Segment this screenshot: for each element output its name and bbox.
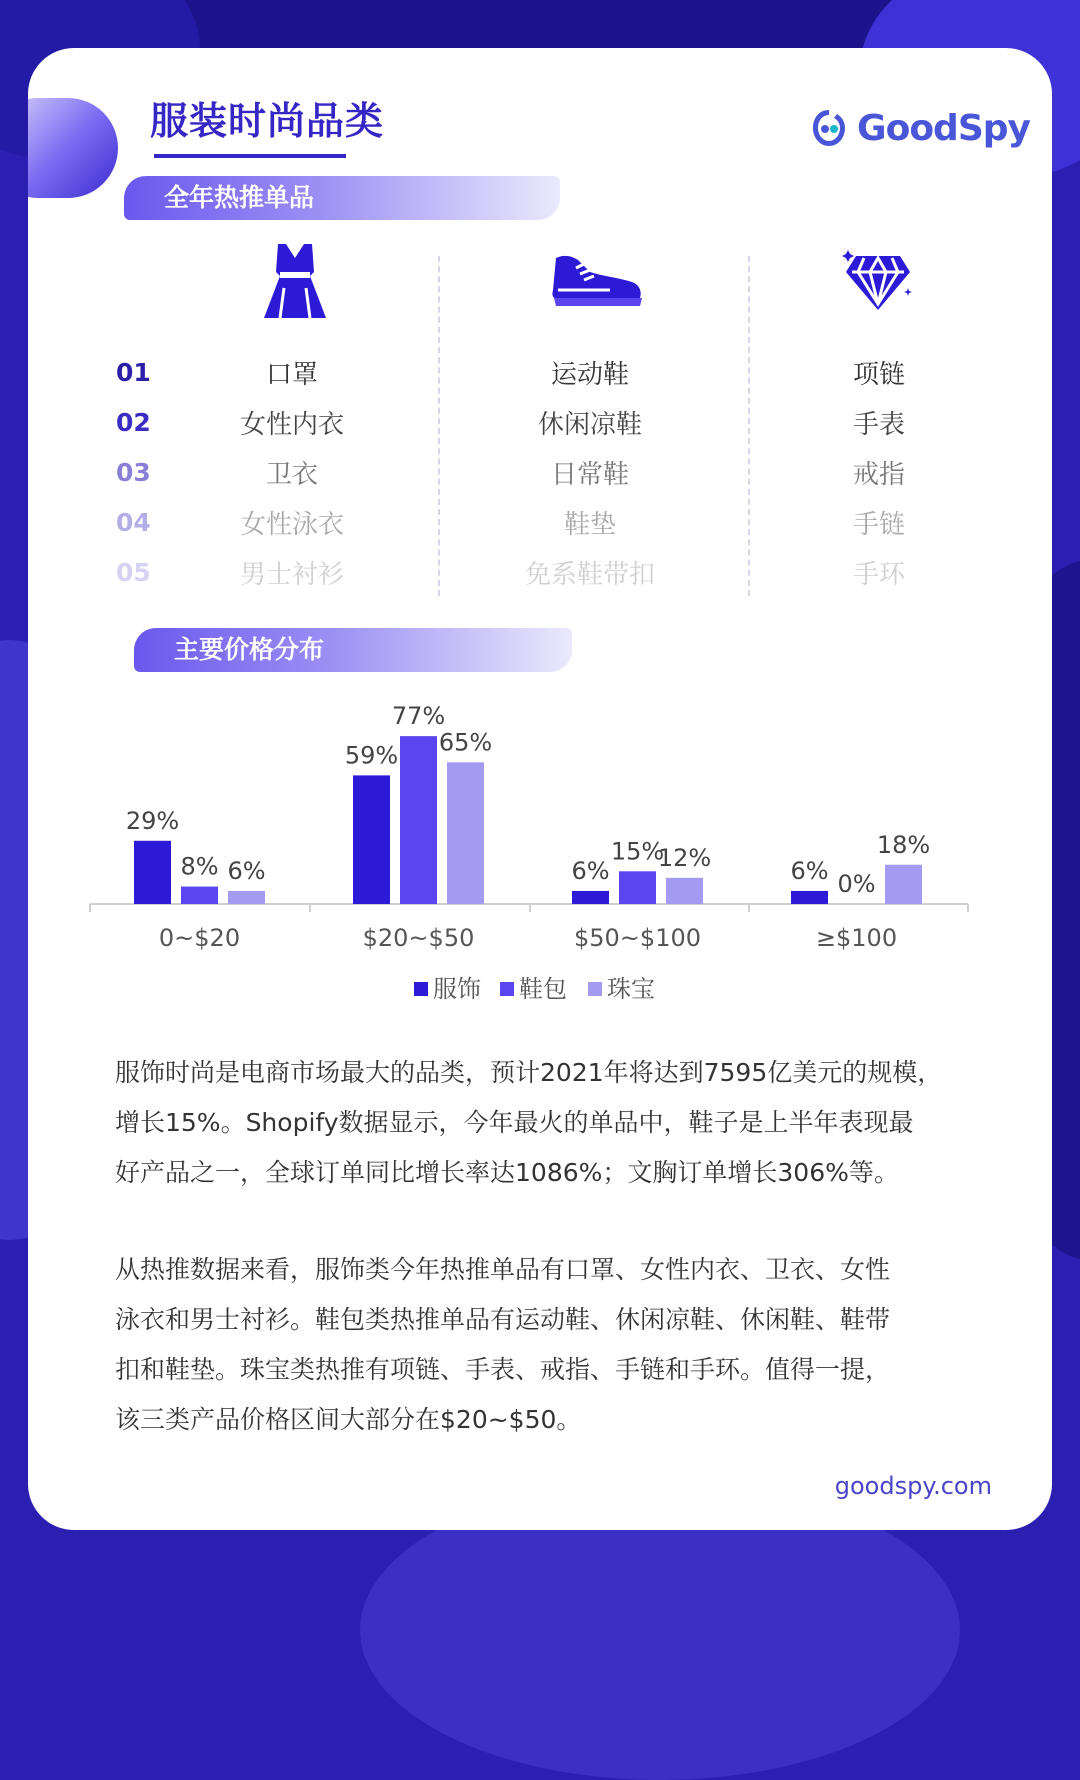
bar-服饰 bbox=[353, 775, 390, 904]
hot-item: 运动鞋 bbox=[550, 360, 629, 390]
sneaker-icon bbox=[550, 250, 646, 310]
title-underline bbox=[154, 154, 346, 158]
paragraph-1 bbox=[115, 1048, 1015, 1198]
data-label: 15% bbox=[610, 837, 665, 866]
bar-珠宝 bbox=[228, 891, 265, 904]
hot-item: 女性泳衣 bbox=[239, 510, 344, 540]
bar-鞋包 bbox=[181, 887, 218, 904]
x-tick-label: 0~$20 bbox=[158, 924, 241, 952]
legend-label: 服饰 bbox=[433, 975, 481, 1003]
content-card bbox=[28, 48, 1052, 1530]
data-label: 65% bbox=[438, 728, 493, 757]
bar-鞋包 bbox=[619, 871, 656, 904]
rank-number: 01 bbox=[116, 358, 151, 387]
rank-number: 04 bbox=[116, 508, 151, 537]
paragraph-line: 泳衣和男士衬衫。鞋包类热推单品有运动鞋、休闲凉鞋、休闲鞋、鞋带 bbox=[115, 1305, 891, 1334]
paragraph-line: 增长15%。Shopify数据显示，今年最火的单品中，鞋子是上半年表现最 bbox=[115, 1108, 914, 1137]
footer-url: goodspy.com bbox=[834, 1472, 992, 1500]
logo-icon bbox=[807, 106, 851, 150]
hot-item: 手环 bbox=[852, 560, 905, 590]
hot-item: 手表 bbox=[852, 410, 905, 440]
price-distribution-chart bbox=[28, 688, 1052, 1018]
page-title: 服装时尚品类 bbox=[150, 99, 385, 143]
hot-item: 口罩 bbox=[265, 360, 318, 390]
hot-item: 免系鞋带扣 bbox=[524, 560, 655, 590]
data-label: 12% bbox=[657, 843, 712, 872]
bar-服饰 bbox=[572, 891, 609, 904]
data-label: 6% bbox=[790, 856, 829, 885]
data-label: 18% bbox=[876, 830, 931, 859]
section-label: 主要价格分布 bbox=[174, 635, 325, 664]
legend-label: 珠宝 bbox=[607, 975, 655, 1003]
decorative-tab bbox=[28, 98, 118, 198]
dress-icon bbox=[260, 242, 330, 322]
data-label: 6% bbox=[227, 856, 266, 885]
rank-number: 02 bbox=[116, 408, 151, 437]
diamond-icon bbox=[842, 248, 914, 316]
data-label: 29% bbox=[125, 806, 180, 835]
section-header-hot-items bbox=[124, 176, 560, 220]
bar-服饰 bbox=[134, 841, 171, 904]
data-label: 59% bbox=[344, 741, 399, 770]
bar-鞋包 bbox=[400, 736, 437, 904]
data-label: 77% bbox=[391, 702, 446, 731]
bar-珠宝 bbox=[885, 865, 922, 904]
section-label: 全年热推单品 bbox=[164, 183, 315, 212]
hot-item: 项链 bbox=[852, 360, 905, 390]
bar-珠宝 bbox=[666, 878, 703, 904]
paragraph-line: 从热推数据来看，服饰类今年热推单品有口罩、女性内衣、卫衣、女性 bbox=[115, 1255, 891, 1284]
column-divider bbox=[438, 256, 440, 596]
paragraph-line: 扣和鞋垫。珠宝类热推有项链、手表、戒指、手链和手环。值得一提， bbox=[115, 1355, 891, 1384]
legend-label: 鞋包 bbox=[519, 975, 567, 1003]
rank-number: 03 bbox=[116, 458, 151, 487]
bar-服饰 bbox=[791, 891, 828, 904]
legend-swatch bbox=[414, 982, 428, 996]
x-tick-label: $20~$50 bbox=[362, 924, 475, 952]
paragraph-line: 该三类产品价格区间大部分在$20~$50。 bbox=[115, 1405, 582, 1434]
legend-swatch bbox=[500, 982, 514, 996]
data-label: 8% bbox=[180, 852, 219, 881]
paragraph-line: 服饰时尚是电商市场最大的品类，预计2021年将达到7595亿美元的规模， bbox=[115, 1058, 943, 1087]
logo-text: GoodSpy bbox=[857, 107, 1030, 149]
paragraph-2 bbox=[115, 1245, 1015, 1445]
paragraph-line: 好产品之一，全球订单同比增长率达1086%；文胸订单增长306%等。 bbox=[115, 1158, 899, 1187]
hot-item: 手链 bbox=[852, 510, 905, 540]
section-header-price bbox=[134, 628, 572, 672]
hot-item: 戒指 bbox=[852, 460, 905, 490]
column-divider bbox=[748, 256, 750, 596]
x-tick-label: $50~$100 bbox=[574, 924, 701, 952]
hot-item: 卫衣 bbox=[265, 460, 318, 490]
rank-number: 05 bbox=[116, 558, 151, 587]
hot-item: 休闲凉鞋 bbox=[537, 410, 642, 440]
hot-item: 女性内衣 bbox=[239, 410, 344, 440]
hot-item: 男士衬衫 bbox=[239, 560, 344, 590]
goodspy-logo bbox=[807, 106, 1030, 150]
hot-item: 日常鞋 bbox=[550, 460, 629, 490]
x-tick-label: ≥$100 bbox=[815, 924, 898, 952]
bar-珠宝 bbox=[447, 762, 484, 904]
data-label: 0% bbox=[837, 870, 876, 898]
data-label: 6% bbox=[571, 856, 610, 885]
hot-item: 鞋垫 bbox=[563, 510, 616, 540]
legend-swatch bbox=[588, 982, 602, 996]
